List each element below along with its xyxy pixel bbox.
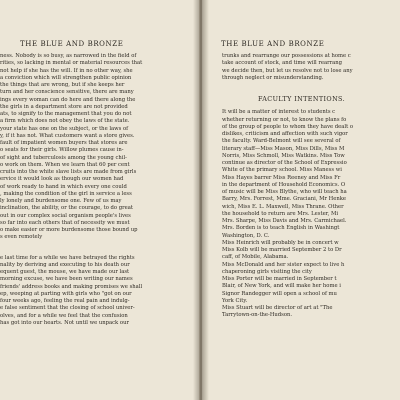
text-line: olves, and for a while we feel that the confusion	[0, 312, 128, 319]
text-line: ep, weeping at parting with girls who "got on our	[0, 290, 132, 297]
paragraph-gap	[202, 82, 400, 96]
book-gutter	[193, 0, 209, 400]
text-line: not help if she has the will. If in no other way, she	[0, 67, 133, 74]
text-line: Washington, D. C.	[222, 232, 270, 239]
text-line: of work ready to hand in which every one could	[0, 183, 127, 190]
text-line: your state has one on the subject, or the laws of	[0, 125, 129, 132]
text-line: friends' address books and making promises we shall	[0, 283, 143, 290]
right-page-header: THE BLUE AND BRONZE	[221, 40, 325, 48]
text-line: we decide then, but let us resolve not to lose any	[222, 67, 353, 74]
text-line: a conviction which will strengthen public opinion	[0, 74, 132, 81]
text-line: Signor Randegger will open a school of mu	[222, 290, 337, 297]
section-title: FACULTY INTENTIONS.	[258, 95, 346, 103]
text-line: s even remotely	[0, 234, 43, 241]
text-line: ervice it would look as though our women had	[0, 176, 124, 183]
text-line: Barry, Mrs. Forrest, Mme. Graciani, Mr Henke	[222, 196, 347, 203]
text-line: turn and her conscience sensitive, there are many	[0, 89, 134, 96]
text-line: whether returning or not, to know the plans fo	[222, 116, 347, 123]
text-line: Miss Hayes barrer Miss Reeney and Miss Fr	[222, 174, 341, 181]
text-line: equent guest, the mouse, we have made our last	[0, 269, 130, 275]
text-line: in the department of Household Economics. O	[222, 181, 346, 188]
right-page	[202, 0, 400, 400]
text-line: ness. Nobody is so busy, as narrowed in the field of	[0, 53, 137, 59]
text-line: take account of stock, and time will rearrang	[222, 60, 343, 67]
text-line: through neglect or misunderstanding.	[222, 74, 324, 81]
text-line: four weeks ago, feeling the real pain and indulg-	[0, 298, 130, 304]
text-line: cruits into the white slave lists are made from girls	[0, 169, 137, 175]
text-line: Miss Stuart will be director of art at "The	[222, 305, 333, 311]
text-line: Norris, Miss Schmoll, Miss Watkins. Miss Tow	[222, 152, 345, 159]
text-line: o make easier or more burdensome those bound up	[0, 227, 138, 233]
text-line: the things that are wrong, but if she keeps her	[0, 82, 125, 88]
left-page-header: THE BLUE AND BRONZE	[20, 40, 124, 48]
text-line: It will be a matter of interest to students c	[222, 109, 336, 116]
text-line: so far into each others that of necessity we must	[0, 219, 130, 226]
text-line: the faculty. Ward-Belmont will see several of	[222, 138, 341, 145]
text-line: ly lonely and burdensome one. Few of us may	[0, 198, 122, 204]
text-line: fault of impatient women buyers that stores are	[0, 140, 128, 146]
text-line: , making the condition of the girl in service a less	[0, 190, 132, 197]
text-line: nality by deriving and executing to his death our	[0, 261, 130, 268]
text-line: Miss Porter will be married in September t	[222, 276, 337, 282]
text-line: Tarrytown-on-the-Hudson.	[222, 312, 293, 319]
text-line: ings every woman can do here and there along the	[0, 96, 136, 103]
text-line: chaperoning girls visiting the city	[222, 268, 312, 275]
text-line: the household to return are Mrs. Lester, Mi	[222, 210, 339, 217]
text-line: Miss Heinrich will probably be in concert w	[222, 239, 339, 246]
text-line: Miss Kolb will be married September 2 to Dr	[222, 247, 342, 253]
text-line: Mrs. Borden is to teach English in Washingt	[222, 225, 340, 232]
right-page-body	[202, 53, 400, 320]
left-page-body	[0, 53, 199, 327]
text-line: rities, so lacking in mental or material resources that	[0, 60, 143, 67]
text-line: y, if it has not. What customers want a store gives.	[0, 132, 135, 139]
text-line: of music will be Miss Blythe, who will teach ha	[222, 189, 347, 195]
text-line: caff, of Mobile, Alabama.	[222, 254, 289, 261]
left-page	[0, 0, 199, 400]
text-line: e last time for a while we have betrayed the rights	[0, 254, 135, 261]
paragraph-gap	[0, 242, 199, 255]
text-line: Blair, of New York, and will make her home i	[222, 283, 341, 290]
text-line: o work on them. When we learn that 60 per cent	[0, 161, 130, 168]
text-line: of the group of people to whom they have dealt o	[222, 123, 354, 130]
text-line: York City.	[222, 297, 248, 304]
text-line: dislikes, criticism and affection with such vigor	[222, 131, 348, 137]
text-line: Miss McDonald and her sister expect to live h	[222, 261, 345, 268]
text-line: inclination, the ability, or the courage, to do great	[0, 205, 133, 212]
text-line: o seats for their girls. Willow plumes cause in-	[0, 147, 124, 154]
text-line: trunks and rearrange our possessions at home c	[222, 53, 351, 59]
text-line: White of the primary school. Miss Maness wi	[222, 167, 342, 174]
text-line: wich, Miss E. L. Maxwell, Miss Thrane. Other	[222, 203, 344, 210]
text-line: of sight and tuberculosis among the young chil-	[0, 154, 127, 161]
text-line: literary staff—Miss Mason, Miss Dills, Miss M	[222, 145, 345, 152]
text-line: Mrs. Sharpe, Miss Davis and Mrs. Carmichael.	[222, 218, 347, 224]
text-line: the girls in a department store are not provided	[0, 103, 128, 110]
text-line: continue as director of the School of Expressio	[222, 160, 347, 166]
text-line: a firm which does not obey the laws of the state.	[0, 118, 130, 125]
text-line: e false sentiment that the closing of school univer-	[0, 305, 135, 312]
text-line: out in our complex social organism people's lives	[0, 212, 131, 219]
text-line: ats, to signify to the management that you do not	[0, 111, 132, 117]
text-line: morning excuse, we have been writing our names	[0, 276, 133, 283]
text-line: has got into our hearts. Not until we unpack our	[0, 319, 129, 326]
